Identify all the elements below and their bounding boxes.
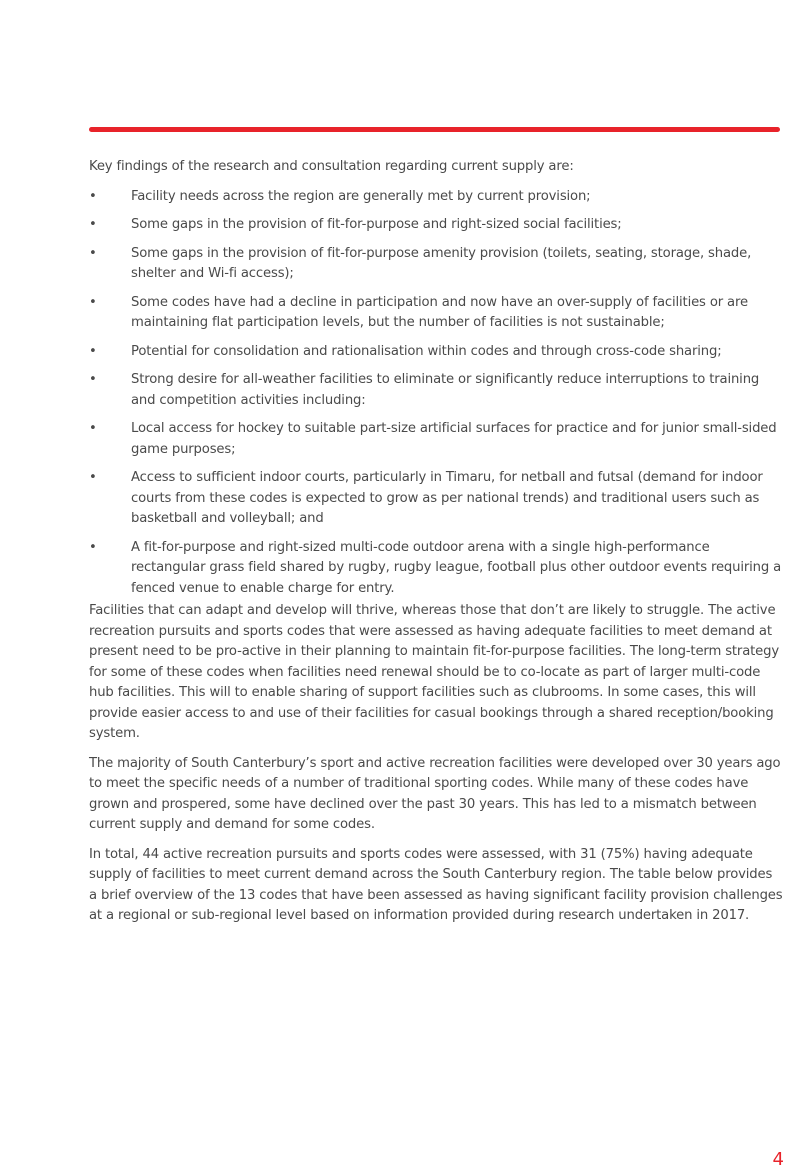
bullet: •	[89, 343, 97, 359]
list-item	[89, 244, 784, 285]
bullet: •	[89, 372, 97, 387]
list-item	[89, 538, 784, 600]
list-item	[89, 293, 784, 334]
bullet: •	[89, 217, 97, 232]
body-paragraph-history: The majority of South Canterbury’s sport and active recreation facilities were developed over 30 years ago to meet the specific needs of a number of traditional sporting codes. While many of these codes have grown and prospered, some have declined over the past 30 years. This has led to a mismatch between current supply and demand for some codes.	[89, 755, 781, 832]
body-paragraph-adapt: Facilities that can adapt and develop will thrive, whereas those that don’t are likely to struggle. The active recreation pursuits and sports codes that were assessed as having adequate facilities to meet demand at present need to be pro-active in their planning to maintain fit-for-purpose facilities. The long-term strategy for some of these codes when facilities need renewal should be to co-locate as part of larger multi-code hub facilities. This will to enable sharing of support facilities such as clubrooms. In some cases, this will provide easier access to and use of their facilities for casual bookings through a shared reception/booking system.	[89, 603, 779, 741]
list-item-text: A fit-for-purpose and right-sized multi-code outdoor arena with a single high-performance rectangular grass field shared by rugby, rugby league, football plus other outdoor events requiring a fenced venue to enable charge for entry.	[131, 539, 782, 596]
list-item	[89, 215, 784, 236]
list-item-text: Potential for consolidation and rationalisation within codes and through cross-code sharing;	[131, 343, 722, 359]
findings-intro: Key findings of the research and consultation regarding current supply are:	[89, 159, 574, 174]
bullet: •	[89, 421, 97, 436]
findings-list	[89, 187, 784, 600]
list-item-text: Facility needs across the region are generally met by current provision;	[131, 188, 591, 204]
list-item	[89, 419, 784, 460]
list-item	[89, 187, 784, 208]
list-item-text: Some gaps in the provision of fit-for-purpose and right-sized social facilities;	[131, 217, 622, 232]
list-item	[89, 342, 784, 363]
bullet: •	[89, 539, 97, 555]
list-item-text: Strong desire for all-weather facilities to eliminate or significantly reduce interruptions to training and competition activities including:	[131, 372, 760, 408]
list-item	[89, 468, 784, 530]
bullet: •	[89, 294, 97, 310]
bullet: •	[89, 470, 97, 485]
list-item-text: Some gaps in the provision of fit-for-purpose amenity provision (toilets, seating, storage, shade, shelter and Wi-fi access);	[131, 245, 752, 281]
list-item-text: Local access for hockey to suitable part-size artificial surfaces for practice and for junior small-sided game purposes;	[131, 421, 777, 457]
bullet: •	[89, 188, 97, 204]
header-rule	[89, 127, 780, 132]
list-item-text: Some codes have had a decline in participation and now have an over-supply of facilities or are maintaining flat participation levels, but the number of facilities is not sustainable;	[131, 294, 748, 330]
list-item-text: Access to sufficient indoor courts, particularly in Timaru, for netball and futsal (demand for indoor courts from these codes is expected to grow as per national trends) and traditional users such as basketball and volleyball; and	[131, 470, 763, 526]
page-number: 4	[772, 1149, 784, 1170]
page-content	[89, 157, 784, 936]
list-item	[89, 370, 784, 411]
body-paragraph-summary: In total, 44 active recreation pursuits and sports codes were assessed, with 31 (75%) having adequate supply of facilities to meet current demand across the South Canterbury region. The table below provides a brief overview of the 13 codes that have been assessed as having significant facility provision challenges at a regional or sub-regional level based on information provided during research undertaken in 2017.	[89, 846, 783, 923]
bullet: •	[89, 245, 97, 261]
